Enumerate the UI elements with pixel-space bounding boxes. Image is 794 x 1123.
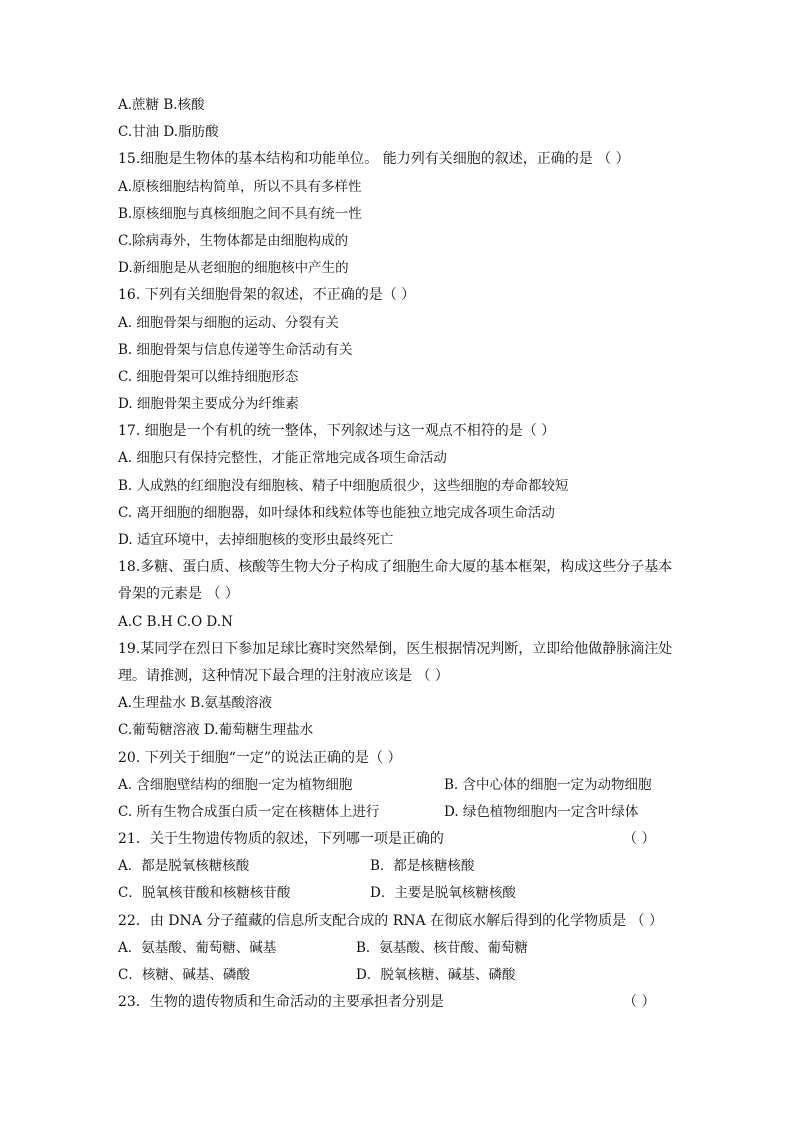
option-line [118,310,718,337]
option-text: B．氨基酸、核苷酸、葡萄糖 [356,939,528,956]
option-text: A.蔗糖 B.核酸 [118,97,205,113]
question-line [118,663,718,690]
option-line [118,690,718,717]
option-text: D. 绿色植物细胞内一定含叶绿体 [444,803,639,820]
option-text: D. 细胞骨架主要成分为纤维素 [118,396,299,413]
question-text: 22．由 DNA 分子蕴藏的信息所支配合成的 RNA 在彻底水解后得到的化学物质是 （ ） [118,912,664,929]
option-text: C.除病毒外，生物体都是由细胞构成的 [118,232,349,249]
question-line [118,636,718,663]
question-line [118,146,718,173]
question-line [118,554,718,581]
option-text: C. 离开细胞的细胞器，如叶绿体和线粒体等也能独立地完成各项生命活动 [118,504,555,521]
option-text: A．氨基酸、葡萄糖、碱基 [118,939,277,956]
question-text: 骨架的元素是 （ ） [118,586,239,603]
option-text: B. 人成熟的红细胞没有细胞核、精子中细胞质很少，这些细胞的寿命都较短 [118,477,569,494]
option-line [118,255,718,282]
question-line [118,745,718,772]
option-text: A.C B.H C.O D.N [118,613,233,630]
option-line [118,445,718,472]
option-text: B.原核细胞与真核细胞之间不具有统一性 [118,205,362,222]
answer-parenthesis: （ ） [623,831,656,848]
option-line [118,364,718,391]
option-line [118,935,718,962]
question-text: 理。请推测，这种情况下最合理的注射液应该是 （ ） [118,667,449,684]
option-text: D．脱氧核糖、碱基、磷酸 [356,967,516,983]
option-line [118,174,718,201]
option-line [118,391,718,418]
document-page [118,92,718,1016]
question-line [118,418,718,445]
option-line [118,772,718,799]
question-line [118,826,718,853]
option-text: B. 细胞骨架与信息传递等生命活动有关 [118,341,353,358]
option-line [118,799,718,826]
option-text: D. 适宜环境中，去掉细胞核的变形虫最终死亡 [118,532,394,548]
option-text: A.生理盐水 B.氨基酸溶液 [118,695,273,712]
question-line [118,989,718,1016]
option-line [118,962,718,989]
option-text: C. 细胞骨架可以维持细胞形态 [118,368,299,385]
option-line [118,853,718,880]
option-text: C.甘油 D.脂肪酸 [118,124,219,141]
option-line [118,228,718,255]
option-text: C．核糖、碱基、磷酸 [118,967,250,983]
option-line [118,717,718,744]
option-line [118,92,718,119]
option-text: C．脱氧核苷酸和核糖核苷酸 [118,885,291,902]
option-line [118,527,718,554]
question-text: 19.某同学在烈日下参加足球比赛时突然晕倒，医生根据情况判断，立即给他做静脉滴注处 [118,640,673,657]
question-text: 21．关于生物遗传物质的叙述，下列哪一项是正确的 [118,831,444,848]
question-text: 23．生物的遗传物质和生命活动的主要承担者分别是 [118,994,444,1011]
option-line [118,473,718,500]
option-line [118,119,718,146]
question-line [118,908,718,935]
option-text: C.葡萄糖溶液 D.葡萄糖生理盐水 [118,722,314,739]
option-line [118,880,718,907]
option-line [118,500,718,527]
option-text: B. 含中心体的细胞一定为动物细胞 [444,776,652,793]
option-text: C. 所有生物合成蛋白质一定在核糖体上进行 [118,803,380,820]
option-text: A. 细胞骨架与细胞的运动、分裂有关 [118,314,339,331]
option-text: A. 含细胞壁结构的细胞一定为植物细胞 [118,776,353,793]
question-text: 20. 下列关于细胞“一定”的说法正确的是（ ） [118,749,402,766]
question-text: 17. 细胞是一个有机的统一整体，下列叙述与这一观点不相符的是（ ） [118,423,556,440]
question-text: 18.多糖、蛋白质、核酸等生物大分子构成了细胞生命大厦的基本框架，构成这些分子基本 [118,559,673,576]
option-text: B．都是核糖核酸 [370,858,475,875]
option-line [118,337,718,364]
question-text: 16. 下列有关细胞骨架的叙述，不正确的是（ ） [118,287,416,304]
question-line [118,581,718,608]
option-text: A．都是脱氧核糖核酸 [118,858,250,875]
answer-parenthesis: （ ） [623,994,656,1011]
question-text: 15.细胞是生物体的基本结构和功能单位。 能力列有关细胞的叙述，正确的是 （ ） [118,151,630,168]
question-line [118,282,718,309]
option-text: A. 细胞只有保持完整性，才能正常地完成各项生命活动 [118,450,447,467]
option-line [118,201,718,228]
option-text: D．主要是脱氧核糖核酸 [370,885,516,902]
option-text: D.新细胞是从老细胞的细胞核中产生的 [118,260,349,277]
option-text: A.原核细胞结构简单，所以不具有多样性 [118,178,362,195]
option-line [118,609,718,636]
